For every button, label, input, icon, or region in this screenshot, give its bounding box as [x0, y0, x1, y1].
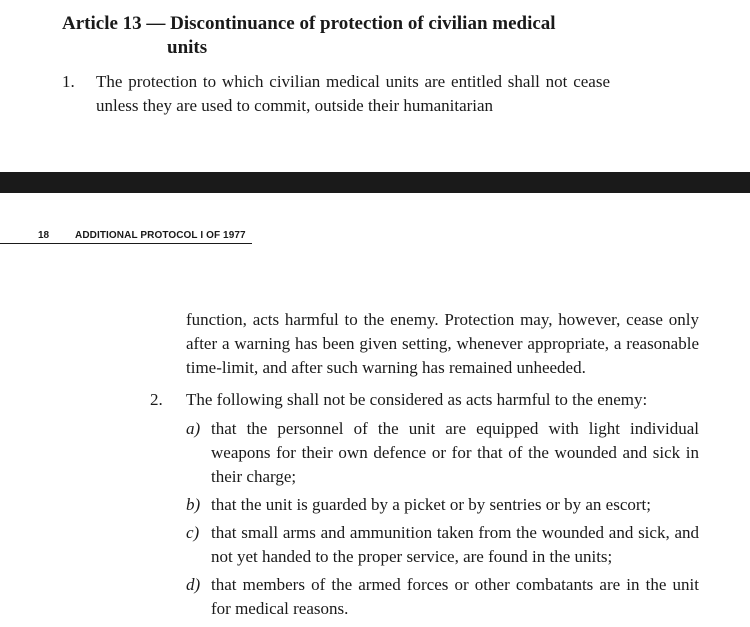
item-c-text: that small arms and ammunition taken from the wounded and sick, and not yet handed to the proper service, are found in the units;	[211, 523, 699, 566]
item-d-text: that members of the armed forces or other combatants are in the unit for medical reasons.	[211, 575, 699, 618]
item-b-text: that the unit is guarded by a picket or by sentries or by an escort;	[211, 495, 651, 514]
item-a-letter: a)	[186, 419, 201, 438]
paragraph-2-intro: The following shall not be considered as acts harmful to the enemy:	[186, 390, 648, 409]
page-break-bar	[0, 172, 750, 193]
running-head	[0, 229, 252, 244]
paragraph-1-number: 1.	[62, 72, 75, 91]
paragraph-1-text-continued: function, acts harmful to the enemy. Protection may, however, cease only after a warning has been given setting, whenever appropriate, a reasonable time-limit, and after such warning has remained unheeded.	[186, 310, 699, 377]
item-b-letter: b)	[186, 495, 201, 514]
article-heading	[62, 12, 622, 60]
article-title-line1: Article 13 — Discontinuance of protection of civilian medical	[62, 13, 556, 34]
paragraph-2-number: 2.	[150, 390, 163, 409]
item-a-text: that the personnel of the unit are equipped with light individual weapons for their own defence or for that of the wounded and sick in their charge;	[211, 419, 699, 486]
item-d-letter: d)	[186, 575, 201, 594]
running-head-title: ADDITIONAL PROTOCOL I OF 1977	[75, 230, 246, 241]
paragraph-1-text-top: The protection to which civilian medical units are entitled shall not cease unless they are used to commit, outside their humanitarian	[96, 72, 610, 115]
item-c-letter: c)	[186, 523, 200, 542]
page-top	[0, 0, 750, 172]
page-number: 18	[38, 230, 50, 241]
article-title-line2: units	[167, 37, 208, 58]
